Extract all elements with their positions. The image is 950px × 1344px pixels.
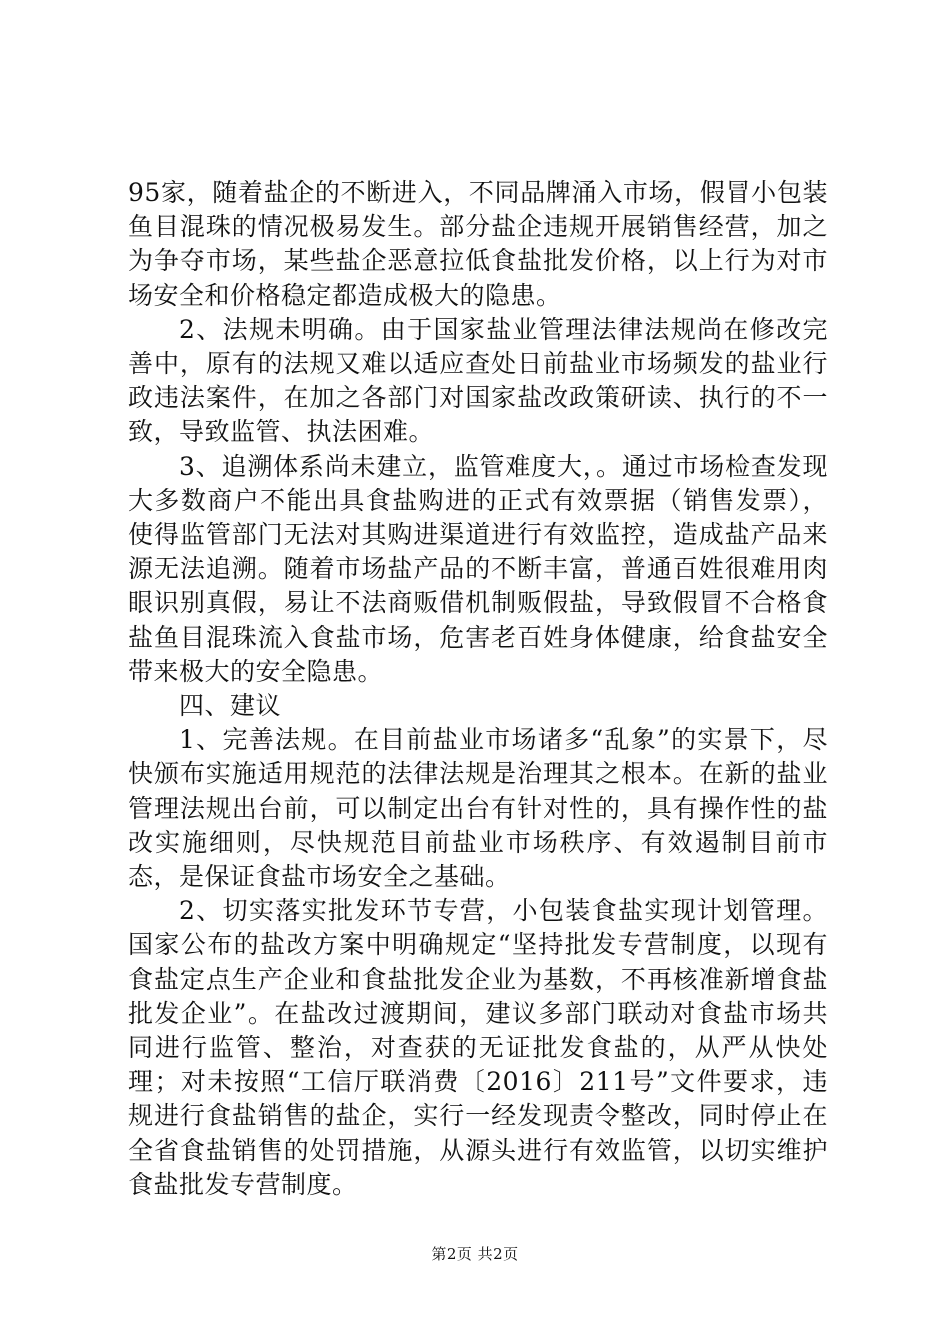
paragraph-traceability: 3、追溯体系尚未建立，监管难度大，。通过市场检查发现大多数商户不能出具食盐购进的正式有效票据（销售发票），使得监管部门无法对其购进渠道进行有效监控，造成盐产品来源无法追溯。随着市场盐产品的不断丰富，普通百姓很难用肉眼识别真假，易让不法商贩借机制贩假盐，导致假冒不合格食盐鱼目混珠流入食盐市场，危害老百姓身体健康，给食盐安全带来极大的安全隐患。 — [128, 451, 828, 686]
paragraph-continuation: 95家，随着盐企的不断进入，不同品牌涌入市场，假冒小包装鱼目混珠的情况极易发生。部分盐企违规开展销售经营，加之为争夺市场，某些盐企恶意拉低食盐批发价格，以上行为对市场安全和价格稳定都造成极大的隐患。 — [128, 178, 828, 310]
document-body — [128, 176, 828, 1202]
paragraph-wholesale-monopoly: 2、切实落实批发环节专营，小包装食盐实现计划管理。国家公布的盐改方案中明确规定“坚持批发专营制度，以现有食盐定点生产企业和食盐批发企业为基数，不再核准新增食盐批发企业”。在盐改过渡期间，建议多部门联动对食盐市场共同进行监管、整治，对查获的无证批发食盐的，从严从快处理；对未按照“工信厅联消费〔2016〕211号”文件要求，违规进行食盐销售的盐企，实行一经发现责令整改，同时停止在全省食盐销售的处罚措施，从源头进行有效监管，以切实维护食盐批发专营制度。 — [128, 896, 828, 1199]
page-number-footer: 第2页 共2页 — [431, 1245, 519, 1263]
paragraph-regulations-unclear: 2、法规未明确。由于国家盐业管理法律法规尚在修改完善中，原有的法规又难以适应查处日前盐业市场频发的盐业行政违法案件，在加之各部门对国家盐改政策研读、执行的不一致，导致监管、执法困难。 — [128, 314, 828, 447]
section-heading-suggestions: 四、建议 — [179, 691, 282, 721]
paragraph-improve-regulations: 1、完善法规。在目前盐业市场诸多“乱象”的实景下，尽快颁布实施适用规范的法律法规是治理其之根本。在新的盐业管理法规出台前，可以制定出台有针对性的，具有操作性的盐改实施细则，尽快规范目前盐业市场秩序、有效遏制目前市态，是保证食盐市场安全之基础。 — [128, 725, 828, 892]
